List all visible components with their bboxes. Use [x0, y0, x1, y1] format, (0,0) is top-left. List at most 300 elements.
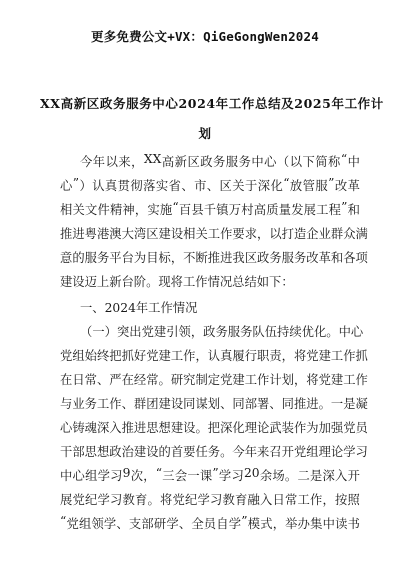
body-char: 组 [85, 469, 98, 483]
body-char: 镇 [216, 203, 229, 217]
body-char: 省 [168, 179, 181, 193]
body-char: 研 [170, 373, 184, 387]
body-char: 工 [297, 493, 310, 507]
body-char: 常 [285, 493, 298, 507]
body-char: 式 [260, 517, 273, 531]
body-char: ， [131, 155, 144, 169]
body-char: 作 [343, 349, 356, 363]
body-char: “ [60, 514, 67, 528]
body-char: 建 [158, 227, 171, 241]
body-line [60, 442, 368, 460]
body-char: 政 [109, 445, 122, 459]
body-char: 是 [343, 397, 356, 411]
body-char: 政 [257, 251, 270, 265]
body-char: 作 [257, 373, 270, 387]
body-char: 党 [172, 493, 185, 507]
body-char: 我 [232, 251, 245, 265]
body-char: 务 [96, 251, 110, 265]
body-char: 集 [310, 517, 323, 531]
body-char: 施 [159, 203, 173, 217]
body-char: 放 [289, 179, 303, 193]
body-char: “ [155, 466, 163, 480]
body-line [60, 418, 368, 436]
body-line [80, 152, 360, 170]
body-char: 推 [121, 421, 134, 435]
body-char: 进 [133, 421, 147, 435]
body-char: 、 [206, 179, 220, 193]
body-char: 务 [215, 325, 228, 339]
body-line [60, 224, 368, 242]
body-char: 高 [161, 155, 175, 169]
body-char: 设 [183, 421, 196, 435]
body-char: 装 [281, 421, 294, 435]
body-line [60, 514, 360, 532]
body-char: 习 [110, 469, 123, 483]
body-char: 区 [219, 179, 232, 193]
body-char: 9 [122, 466, 131, 480]
body-char: ， [293, 373, 307, 387]
body-char: 铸 [72, 421, 85, 435]
body-char: 在 [60, 373, 73, 387]
body-char: 任 [195, 445, 208, 459]
body-char: 办 [297, 517, 310, 531]
body-char: 湾 [133, 227, 147, 241]
body-char: 把 [207, 421, 221, 435]
body-char: 。 [326, 325, 339, 339]
body-char: 部 [141, 517, 154, 531]
body-line [80, 322, 364, 340]
body-char: 武 [269, 421, 282, 435]
body-line [60, 200, 360, 218]
body-char: 组 [306, 445, 319, 459]
body-char: 建 [133, 445, 147, 459]
body-char: 求 [244, 227, 257, 241]
body-char: 。 [220, 445, 233, 459]
body-char: 习 [210, 493, 223, 507]
body-char: 将 [293, 349, 307, 363]
body-char: 下 [302, 155, 315, 169]
body-char: 党 [220, 373, 233, 387]
body-char: 将 [160, 493, 173, 507]
body-char: 中 [251, 155, 264, 169]
body-char: 日 [72, 373, 85, 387]
body-char: 党 [66, 517, 79, 531]
body-char: 制 [195, 373, 208, 387]
body-char: 、 [116, 517, 129, 531]
body-char: 作 [109, 397, 122, 411]
body-char: 三 [162, 469, 175, 483]
body-char: 理 [318, 445, 331, 459]
body-char: 文 [84, 203, 98, 217]
body-char: 和 [330, 251, 344, 265]
body-char: 员 [203, 517, 217, 531]
body-char: 实 [147, 203, 160, 217]
body-char: 作 [355, 373, 368, 387]
body-char: 将 [306, 373, 319, 387]
body-char: 一 [187, 469, 200, 483]
body-char: 工 [244, 373, 257, 387]
body-line: 建设迈上新台阶。现将工作情况总结如下： [60, 275, 294, 289]
body-char: 纪 [185, 493, 198, 507]
body-char: 同 [183, 397, 196, 411]
body-char: 凝 [355, 397, 368, 411]
body-char: 关 [232, 179, 245, 193]
body-char: 推 [60, 227, 73, 241]
body-char: 区 [244, 251, 257, 265]
section-heading: 一、2024年工作情况 [80, 301, 198, 315]
body-char: 读 [335, 517, 348, 531]
body-char: 神 [122, 203, 135, 217]
body-char: 工 [330, 349, 344, 363]
body-char: 区 [187, 155, 200, 169]
body-char: 来 [257, 445, 270, 459]
body-char: 。 [158, 373, 171, 387]
body-char: 服 [227, 325, 241, 339]
body-char: 党 [146, 349, 159, 363]
body-char: 务 [293, 251, 307, 265]
body-char: 管 [302, 179, 315, 193]
body-char: 团 [146, 397, 159, 411]
body-char: 划 [281, 373, 294, 387]
body-char: 来 [118, 155, 131, 169]
body-char: 把 [109, 349, 122, 363]
body-char: 质 [266, 203, 279, 217]
body-char: 自 [216, 517, 229, 531]
body-char: 新 [174, 155, 187, 169]
body-char: 日 [272, 493, 285, 507]
body-char: 年 [244, 445, 257, 459]
body-char: 于 [245, 179, 258, 193]
body-char: 建 [232, 373, 245, 387]
body-char: 举 [285, 517, 298, 531]
body-char: 党 [293, 445, 307, 459]
body-char: 党 [306, 349, 319, 363]
body-char: 照 [347, 493, 360, 507]
body-char: 以 [269, 227, 282, 241]
body-char: ， [281, 349, 294, 363]
body-char: 教 [222, 493, 235, 507]
body-char: 领 [178, 325, 191, 339]
body-char: 工 [207, 227, 221, 241]
body-char: 彻 [130, 179, 143, 193]
body-line [60, 176, 360, 194]
body-char: 队 [252, 325, 265, 339]
body-char: 港 [96, 227, 110, 241]
body-char: 学 [166, 517, 179, 531]
body-char: 想 [96, 445, 110, 459]
body-char: 工 [170, 349, 184, 363]
body-char: ” [241, 514, 248, 528]
body-char: 员 [355, 421, 368, 435]
body-char: 业 [72, 397, 85, 411]
body-char: 会 [174, 469, 188, 483]
body-char: 认 [207, 349, 221, 363]
body-char: 划 [207, 397, 221, 411]
body-char: 关 [72, 203, 85, 217]
body-char: 平 [109, 251, 122, 265]
body-char: 深 [220, 421, 233, 435]
body-char: 、 [96, 373, 110, 387]
body-char: 模 [247, 517, 261, 531]
body-char: 深 [322, 469, 335, 483]
body-char: 断 [195, 251, 208, 265]
body-char: 。 [284, 469, 298, 483]
body-char: 理 [244, 421, 257, 435]
body-char: 二 [297, 469, 310, 483]
body-char: ， [190, 325, 204, 339]
body-char: 造 [293, 227, 307, 241]
body-char: 作 [293, 421, 307, 435]
body-char: 件 [97, 203, 110, 217]
body-char: 以 [289, 155, 303, 169]
body-char: 服 [225, 155, 239, 169]
body-char: 化 [313, 325, 327, 339]
body-char: 工 [343, 373, 356, 387]
body-char: 心 [60, 179, 73, 193]
body-char: ） [79, 179, 92, 193]
body-char: 入 [335, 469, 348, 483]
body-char: 进 [72, 227, 85, 241]
body-char: 服 [315, 179, 328, 193]
body-char: 简 [315, 155, 328, 169]
body-char: 精 [109, 203, 123, 217]
body-char: 程 [328, 203, 341, 217]
body-char: ， [272, 517, 285, 531]
body-char: 设 [170, 227, 184, 241]
body-char: 组 [78, 517, 92, 531]
body-char: 台 [121, 251, 134, 265]
body-char: 一 [92, 325, 105, 339]
body-char: 务 [269, 251, 282, 265]
body-char: 终 [96, 349, 110, 363]
body-char: 设 [170, 397, 184, 411]
body-char: ， [322, 493, 335, 507]
body-char: 治 [121, 445, 134, 459]
body-char: （ [276, 155, 290, 169]
body-char: 按 [335, 493, 348, 507]
body-char: 召 [269, 445, 282, 459]
body-char: 业 [318, 227, 331, 241]
body-char: 作 [220, 227, 233, 241]
body-char: “ [340, 152, 348, 166]
body-char: 好 [133, 349, 147, 363]
body-char: ， [195, 349, 208, 363]
body-char: 作 [183, 349, 196, 363]
body-char: 纪 [85, 493, 98, 507]
body-char: 真 [220, 349, 233, 363]
body-char: 意 [60, 251, 73, 265]
body-char: 经 [133, 373, 147, 387]
body-char: 深 [257, 179, 271, 193]
body-char: 目 [146, 251, 159, 265]
body-char: 高 [253, 203, 267, 217]
body-char: 组 [72, 349, 85, 363]
body-char: 伍 [264, 325, 277, 339]
body-char: 余 [259, 469, 273, 483]
body-char: 全 [191, 517, 204, 531]
body-char: 、 [121, 397, 134, 411]
body-char: 中 [347, 155, 360, 169]
body-char: 次 [130, 469, 144, 483]
body-char: 论 [257, 421, 270, 435]
body-char: 和 [347, 203, 360, 217]
body-char: 工 [316, 203, 329, 217]
body-char: 党 [60, 349, 73, 363]
body-char: （ [80, 325, 93, 339]
body-char: 化 [270, 179, 283, 193]
body-char: 场 [272, 469, 285, 483]
body-char: “ [172, 200, 179, 214]
body-char: 抓 [121, 349, 134, 363]
body-char: 务 [238, 155, 251, 169]
body-char: 化 [232, 421, 245, 435]
body-char: XX [143, 152, 162, 166]
body-char: 究 [183, 373, 196, 387]
body-char: ” [328, 176, 335, 190]
body-char: 融 [247, 493, 260, 507]
body-char: 以 [105, 155, 118, 169]
body-char: 项 [355, 251, 368, 265]
body-char: 学 [218, 469, 232, 483]
body-char: 要 [232, 227, 245, 241]
body-char: 大 [121, 227, 134, 241]
body-char: 各 [343, 251, 356, 265]
body-char: 党 [72, 493, 85, 507]
body-char: 、 [269, 397, 282, 411]
body-char: 始 [84, 349, 97, 363]
body-char: 思 [84, 445, 97, 459]
body-char: 入 [109, 421, 122, 435]
body-char: 想 [158, 421, 171, 435]
body-char: 区 [146, 227, 159, 241]
body-char: 出 [129, 325, 142, 339]
body-char: 在 [121, 373, 134, 387]
body-char: 群 [330, 227, 344, 241]
body-char: 开 [347, 469, 360, 483]
body-char: 思 [146, 421, 159, 435]
body-char: 责 [269, 349, 282, 363]
body-char: 的 [72, 251, 85, 265]
body-char: 工 [96, 397, 110, 411]
body-char: 深 [96, 421, 110, 435]
body-char: “ [283, 176, 290, 190]
body-char: 心 [60, 421, 73, 435]
body-char: 同 [232, 397, 245, 411]
body-char: 领 [91, 517, 104, 531]
body-char: 学 [103, 517, 117, 531]
body-char: 一 [330, 397, 344, 411]
body-char: ” [341, 200, 348, 214]
body-char: ” [72, 176, 80, 190]
body-char: 续 [289, 325, 302, 339]
body-char: 关 [195, 227, 208, 241]
body-char: 党 [318, 373, 331, 387]
body-char: 习 [231, 469, 244, 483]
body-char: 干 [60, 445, 73, 459]
body-char: 落 [143, 179, 156, 193]
body-char: 、 [178, 517, 192, 531]
body-char: 强 [330, 421, 344, 435]
body-char: 入 [260, 493, 273, 507]
body-char: 课 [199, 469, 213, 483]
body-char: 教 [122, 493, 135, 507]
body-char: 支 [128, 517, 142, 531]
body-char: 建 [330, 373, 344, 387]
body-char: 学 [97, 469, 110, 483]
body-char: 心 [264, 155, 277, 169]
body-char: 中 [338, 325, 351, 339]
body-char: 今 [232, 445, 245, 459]
body-char: 务 [207, 445, 221, 459]
body-char: 推 [293, 397, 307, 411]
body-char: 百 [178, 203, 192, 217]
body-char: 展 [303, 203, 316, 217]
body-char: 革 [318, 251, 331, 265]
body-char: 打 [281, 227, 294, 241]
body-char: 的 [158, 445, 171, 459]
body-char: 量 [278, 203, 292, 217]
body-char: 习 [110, 493, 123, 507]
body-line [60, 394, 368, 412]
body-char: 务 [84, 397, 97, 411]
body-char: 魂 [84, 421, 97, 435]
body-char: 优 [301, 325, 314, 339]
body-char: ） [104, 325, 117, 339]
body-char: 育 [235, 493, 248, 507]
body-char: 。 [318, 397, 331, 411]
body-char: ， [134, 203, 148, 217]
body-char: 加 [318, 421, 331, 435]
body-char: 改 [306, 251, 319, 265]
body-char: ， [257, 227, 270, 241]
body-char: 设 [146, 445, 159, 459]
body-char: 署 [257, 397, 270, 411]
body-char: 行 [244, 349, 257, 363]
body-char: 推 [207, 251, 221, 265]
body-char: 建 [158, 397, 171, 411]
body-char: 首 [170, 445, 184, 459]
body-char: 澳 [109, 227, 122, 241]
body-char: 贯 [117, 179, 130, 193]
body-char: 群 [133, 397, 147, 411]
body-char: 千 [203, 203, 217, 217]
body-char: 不 [183, 251, 196, 265]
body-char: 习 [355, 445, 368, 459]
body-char: 标 [158, 251, 171, 265]
body-char: 政 [200, 155, 213, 169]
body-char: 称 [328, 155, 341, 169]
document-title-line-1: XX高新区政务服务中心2024年工作总结及2025年工作计 [40, 96, 384, 111]
body-char: 相 [60, 203, 73, 217]
body-char: 市 [194, 179, 207, 193]
body-char: 心 [350, 325, 364, 339]
body-char: 展 [60, 493, 73, 507]
body-char: 部 [72, 445, 85, 459]
body-char: 中 [322, 517, 335, 531]
body-char: 相 [183, 227, 196, 241]
body-char: 书 [347, 517, 360, 531]
body-char: 职 [257, 349, 270, 363]
body-char: 建 [153, 325, 167, 339]
body-line [60, 370, 368, 388]
body-char: 开 [281, 445, 294, 459]
body-char: 为 [306, 421, 319, 435]
body-char: 建 [158, 349, 171, 363]
body-char: 、 [220, 397, 233, 411]
body-line [60, 248, 368, 266]
body-char: 众 [343, 227, 356, 241]
body-char: 县 [191, 203, 204, 217]
